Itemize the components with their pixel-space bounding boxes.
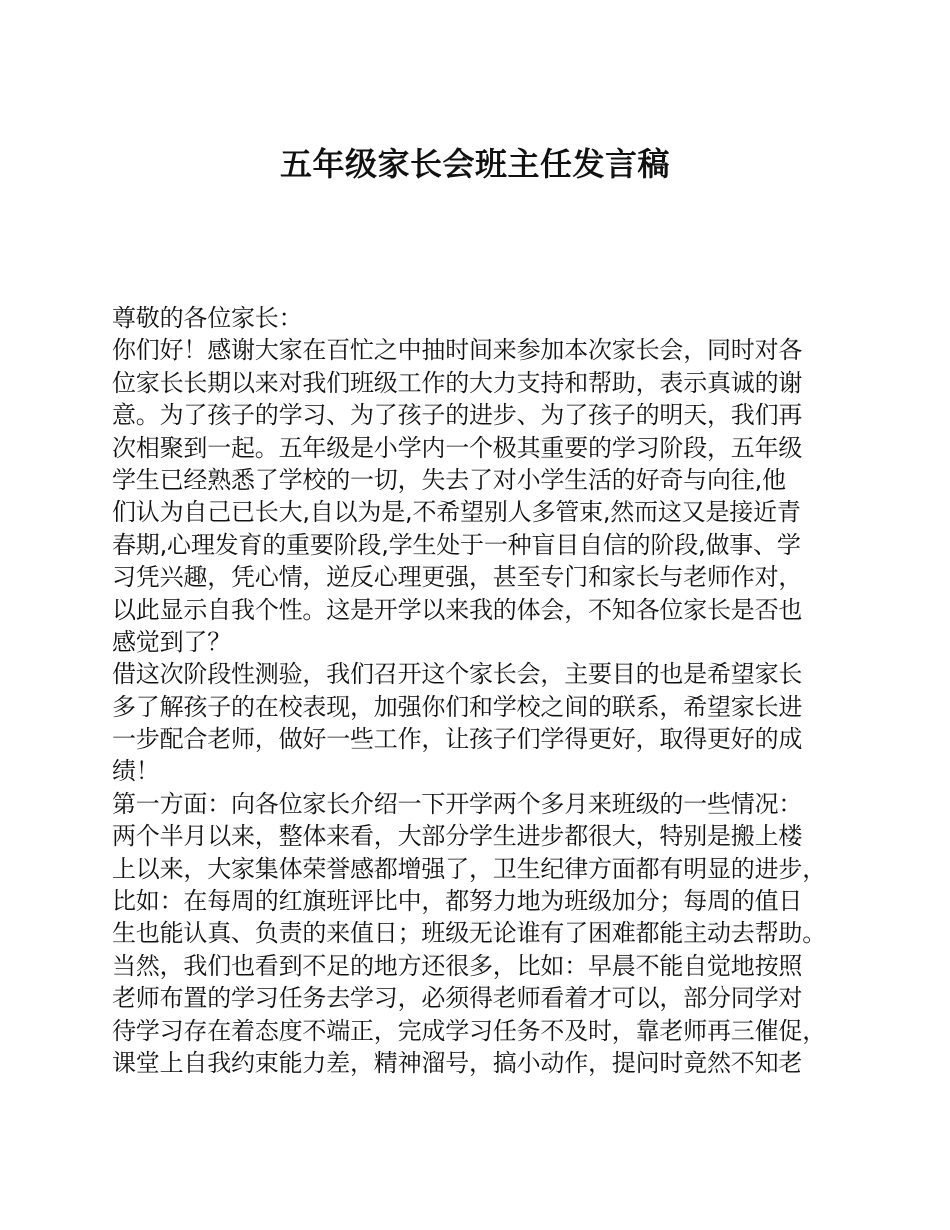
text-line: 春期,心理发育的重要阶段,学生处于一种盲目自信的阶段,做事、学 (112, 530, 801, 559)
text-line: 次相聚到一起。五年级是小学内一个极其重要的学习阶段，五年级 (112, 433, 803, 462)
document-title: 五年级家长会班主任发言稿 (279, 145, 670, 183)
text-line: 生也能认真、负责的来值日；班级无论谁有了困难都能主动去帮助。 (112, 919, 826, 948)
text-line: 学生已经熟悉了学校的一切，失去了对小学生活的好奇与向往,他 (112, 465, 786, 494)
text-line: 课堂上自我约束能力差，精神溜号，搞小动作，提问时竟然不知老 (112, 1048, 803, 1077)
text-line: 绩！ (112, 757, 160, 786)
text-line: 习凭兴趣，凭心情，逆反心理更强，甚至专门和家长与老师作对， (112, 563, 803, 592)
text-line: 上以来，大家集体荣誉感都增强了，卫生纪律方面都有明显的进步， (112, 854, 826, 883)
text-line: 比如：在每周的红旗班评比中，都努力地为班级加分；每周的值日 (112, 887, 803, 916)
text-line: 尊敬的各位家长： (112, 304, 303, 332)
text-line: 两个半月以来，整体来看，大部分学生进步都很大，特别是搬上楼 (112, 822, 803, 851)
document-body (112, 302, 857, 1079)
text-line: 一步配合老师，做好一些工作，让孩子们学得更好，取得更好的成 (112, 725, 803, 754)
text-line: 第一方面：向各位家长介绍一下开学两个多月来班级的一些情况： (112, 789, 803, 818)
text-line: 位家长长期以来对我们班级工作的大力支持和帮助，表示真诚的谢 (112, 368, 803, 397)
text-line: 们认为自己已长大,自以为是,不希望别人多管束,然而这又是接近青 (112, 498, 801, 527)
text-line: 当然，我们也看到不足的地方还很多，比如：早晨不能自觉地按照 (112, 951, 803, 980)
text-line: 待学习存在着态度不端正，完成学习任务不及时，靠老师再三催促， (112, 1016, 826, 1045)
text-line: 多了解孩子的在校表现，加强你们和学校之间的联系，希望家长进 (112, 692, 803, 721)
text-line: 你们好！感谢大家在百忙之中抽时间来参加本次家长会，同时对各 (112, 336, 803, 365)
text-line: 感觉到了？ (112, 627, 231, 656)
text-line: 意。为了孩子的学习、为了孩子的进步、为了孩子的明天，我们再 (112, 401, 803, 430)
text-line: 以此显示自我个性。这是开学以来我的体会，不知各位家长是否也 (112, 595, 803, 624)
text-line: 老师布置的学习任务去学习，必须得老师看着才可以，部分同学对 (112, 984, 803, 1013)
text-line: 借这次阶段性测验，我们召开这个家长会，主要目的也是希望家长 (112, 660, 803, 689)
